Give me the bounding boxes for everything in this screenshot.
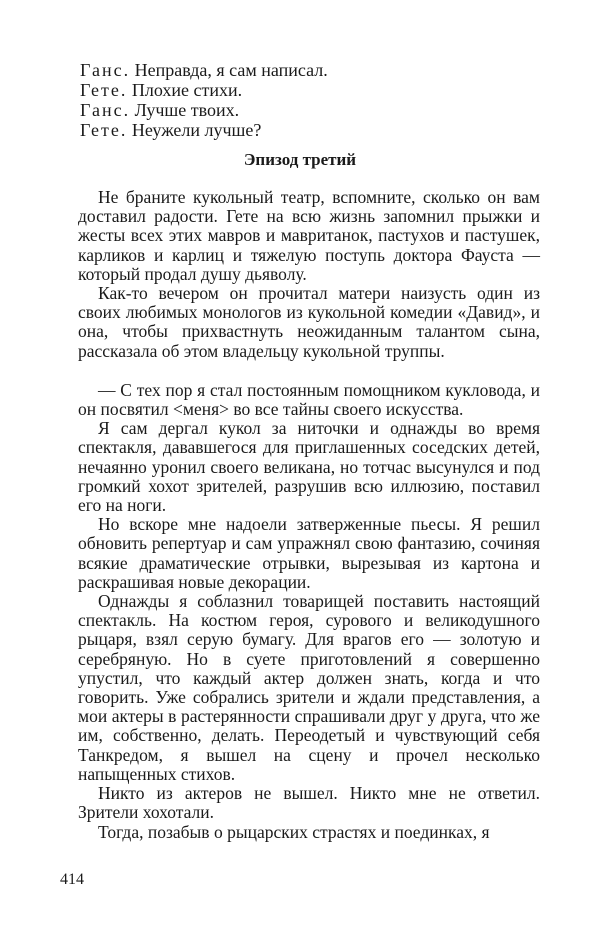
dialogue-line <box>80 100 520 120</box>
paragraph: Никто из актеров не вышел. Никто мне не ответил. Зрители хохотали. <box>78 783 540 823</box>
paragraph: Но вскоре мне надоели затверженные пьесы. Я решил обновить репертуар и сам упражнял свою фантазию, сочиняя всякие драматические отрывки, вырезывая из картона и раскрашивая новые декорации. <box>78 514 540 592</box>
paragraph: Тогда, позабыв о рыцарских страстях и поединках, я <box>98 821 490 842</box>
speaker-name: Ганс. <box>80 60 131 80</box>
dialogue-block <box>80 60 520 140</box>
speaker-name: Ганс. <box>80 100 131 120</box>
speaker-name: Гете. <box>80 80 128 100</box>
dialogue-line <box>80 80 520 100</box>
paragraph: Не браните кукольный театр, вспомните, сколько он вам доставил радости. Гете на всю жизнь запомнил прыжки и жесты всех этих мавров и мавританок, пастухов и пастушек, карликов и карлиц и тяжелую поступь доктора Фауста — который продал душу дьяволу. <box>78 187 540 284</box>
dialogue-text: Неужели лучше? <box>131 120 262 140</box>
dialogue-text: Плохие стихи. <box>131 80 243 100</box>
prose-body <box>78 188 540 842</box>
episode-heading: Эпизод третий <box>243 150 357 169</box>
dialogue-text: Лучше твоих. <box>134 100 240 120</box>
speaker-name: Гете. <box>80 120 128 140</box>
paragraph: Однажды я соблазнил товарищей поставить настоящий спектакль. На костюм героя, сурового и великодушного рыцаря, взял серую бумагу. Для врагов его — золотую и серебряную. Но в суете приготовлений я совершенно упустил, что каждый актер должен знать, когда и что говорить. Уже собрались зрители и ждали представления, а мои актеры в растерянности спрашивали друг у друга, что же им, собственно, делать. Переодетый и чувствующий себя Танкредом, я вышел на сцену и прочел несколько напыщенных стихов. <box>78 591 540 784</box>
paragraph: — С тех пор я стал постоянным помощником кукловода, и он посвятил <меня> во все тайны своего искусства. <box>78 379 540 420</box>
paragraph: Как-то вечером он прочитал матери наизусть один из своих любимых монологов из кукольной комедии «Давид», и она, чтобы прихвастнуть неожиданным талантом сына, рассказала об этом владельцу кукольной труппы. <box>78 283 540 361</box>
paragraph: Я сам дергал кукол за ниточки и однажды во время спектакля, дававшегося для приглашенных соседских детей, нечаянно уронил своего великана, но тотчас высунулся и под громкий хохот зрителей, разрушив всю иллюзию, поставил его на ноги. <box>78 418 540 516</box>
dialogue-line <box>80 60 520 80</box>
dialogue-text: Неправда, я сам написал. <box>134 60 328 80</box>
page-number: 414 <box>60 871 84 888</box>
dialogue-line <box>80 120 520 140</box>
